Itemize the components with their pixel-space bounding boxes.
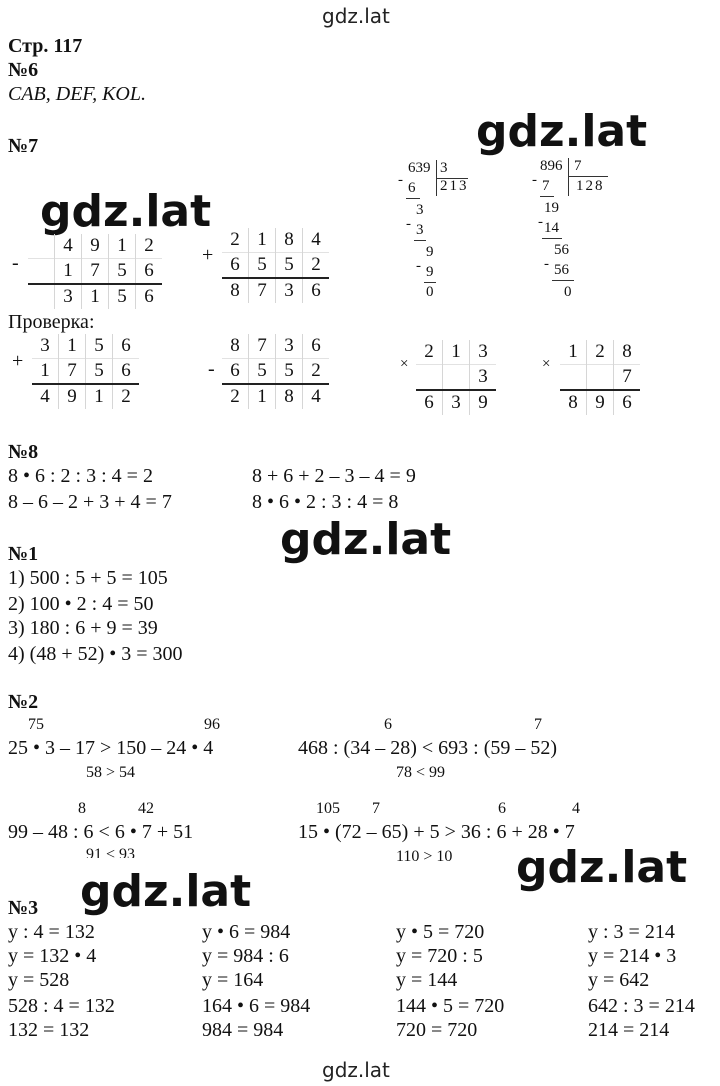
n2-e1-top-2: 96 xyxy=(204,716,220,733)
n2-e4-top-1: 105 xyxy=(316,800,340,817)
n2-e4: 15 • (72 – 65) + 5 > 36 : 6 + 28 • 7 xyxy=(298,821,575,843)
watermark-big-5: gdz.lat xyxy=(80,866,252,917)
n3-c3-l2: y = 720 : 5 xyxy=(396,945,483,967)
n8-line-3: 8 – 6 – 2 + 3 + 4 = 7 xyxy=(8,491,172,513)
n3-c1-l4: 528 : 4 = 132 xyxy=(8,995,115,1017)
mul1-sign: × xyxy=(400,356,409,372)
watermark-big-4: gdz.lat xyxy=(516,842,688,893)
watermark-big-1: gdz.lat xyxy=(476,106,648,157)
n2-e4-top-2: 7 xyxy=(372,800,380,817)
n3-c1-l1: y : 4 = 132 xyxy=(8,921,95,943)
n3-c2-l4: 164 • 6 = 984 xyxy=(202,995,311,1017)
watermark-big-3: gdz.lat xyxy=(280,514,452,565)
n3-c1-l3: y = 528 xyxy=(8,969,70,991)
n8-line-4: 8 • 6 • 2 : 3 : 4 = 8 xyxy=(252,491,399,513)
add1-grid: 2 1 8 4 6 5 5 2 8 7 3 6 xyxy=(222,228,329,303)
sub1-grid: 4 9 1 2 1 7 5 6 3 1 5 6 xyxy=(28,234,162,309)
n3-c3-l4: 144 • 5 = 720 xyxy=(396,995,505,1017)
n3-c2-l2: y = 984 : 6 xyxy=(202,945,289,967)
n3-c3-l3: y = 144 xyxy=(396,969,458,991)
sub2-sign: - xyxy=(208,358,215,380)
watermark-top: gdz.lat xyxy=(322,4,390,28)
n2-e4-top-3: 6 xyxy=(498,800,506,817)
n8-line-1: 8 • 6 : 2 : 3 : 4 = 2 xyxy=(8,465,153,487)
div2: 896 7 128 - 7 19 - 14 56 - 56 0 xyxy=(530,158,630,300)
watermark-bottom: gdz.lat xyxy=(322,1058,390,1082)
n3-c1-l2: y = 132 • 4 xyxy=(8,945,97,967)
n3-c4-l3: y = 642 xyxy=(588,969,650,991)
n8-line-2: 8 + 6 + 2 – 3 – 4 = 9 xyxy=(252,465,416,487)
n2-e1: 25 • 3 – 17 > 150 – 24 • 4 xyxy=(8,737,214,759)
n1-line-3: 3) 180 : 6 + 9 = 39 xyxy=(8,617,158,639)
watermark-big-2: gdz.lat xyxy=(40,186,212,237)
n6-title: №6 xyxy=(8,59,39,81)
n3-c4-l1: y : 3 = 214 xyxy=(588,921,675,943)
add1-sign: + xyxy=(202,244,214,266)
n2-e1-bottom: 58 > 54 xyxy=(86,764,136,781)
n3-title: №3 xyxy=(8,897,39,919)
n1-line-2: 2) 100 • 2 : 4 = 50 xyxy=(8,593,154,615)
n3-c1-l5: 132 = 132 xyxy=(8,1019,90,1041)
n1-line-1: 1) 500 : 5 + 5 = 105 xyxy=(8,567,168,589)
n2-e3-top-2: 42 xyxy=(138,800,154,817)
sub1-sign: - xyxy=(12,252,19,274)
n3-c4-l4: 642 : 3 = 214 xyxy=(588,995,695,1017)
n1-line-4: 4) (48 + 52) • 3 = 300 xyxy=(8,643,183,665)
check-label: Проверка: xyxy=(8,311,95,333)
mul2-grid: 1 2 8 7 8 9 6 xyxy=(560,340,640,415)
add2-grid: 3 1 5 6 1 7 5 6 4 9 1 2 xyxy=(32,334,139,409)
add2-sign: + xyxy=(12,350,24,372)
n7-title: №7 xyxy=(8,135,39,157)
n3-c2-l3: y = 164 xyxy=(202,969,264,991)
n3-c4-l2: y = 214 • 3 xyxy=(588,945,677,967)
n8-title: №8 xyxy=(8,441,39,463)
n3-c4-l5: 214 = 214 xyxy=(588,1019,670,1041)
n2-title: №2 xyxy=(8,691,39,713)
n2-e1-top-1: 75 xyxy=(28,716,44,733)
n2-e4-top-4: 4 xyxy=(572,800,580,817)
n3-c3-l1: y • 5 = 720 xyxy=(396,921,485,943)
mul2-sign: × xyxy=(542,356,551,372)
page-label: Стр. 117 xyxy=(8,35,83,57)
n2-e3-top-1: 8 xyxy=(78,800,86,817)
div1: 639 3 213 - 6 3 - 3 9 - 9 0 xyxy=(398,160,469,300)
n2-e2-top-2: 7 xyxy=(534,716,542,733)
n1-title: №1 xyxy=(8,543,39,565)
n2-e4-bottom: 110 > 10 xyxy=(396,848,453,865)
n2-e3: 99 – 48 : 6 < 6 • 7 + 51 xyxy=(8,821,194,843)
sub2-grid: 8 7 3 6 6 5 5 2 2 1 8 4 xyxy=(222,334,329,409)
mul1-grid: 2 1 3 3 6 3 9 xyxy=(416,340,496,415)
n2-e2-top-1: 6 xyxy=(384,716,392,733)
n2-e2-bottom: 78 < 99 xyxy=(396,764,446,781)
n3-c3-l5: 720 = 720 xyxy=(396,1019,478,1041)
n2-e2: 468 : (34 – 28) < 693 : (59 – 52) xyxy=(298,737,558,759)
n2-e3-bottom: 91 < 93 xyxy=(86,846,136,858)
n6-answer: CAB, DEF, KOL. xyxy=(8,83,146,105)
n3-c2-l1: y • 6 = 984 xyxy=(202,921,291,943)
n3-c2-l5: 984 = 984 xyxy=(202,1019,284,1041)
